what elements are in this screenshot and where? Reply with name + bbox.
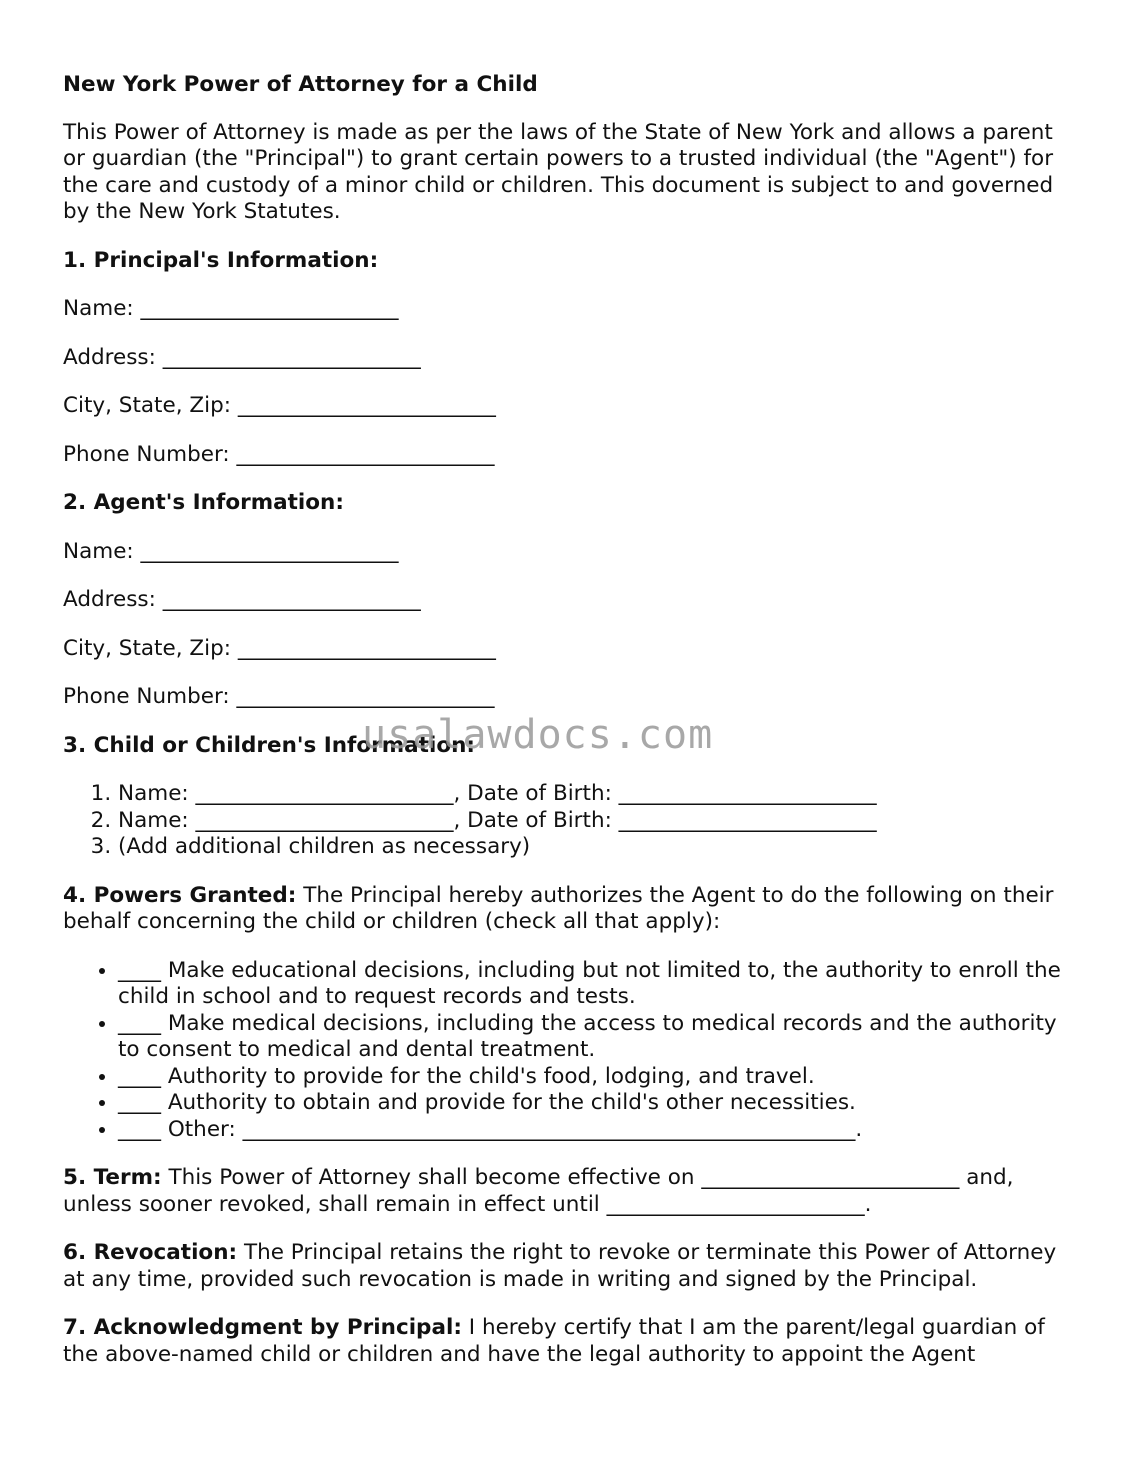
principal-heading: 1. Principal's Information:: [63, 247, 379, 273]
document-title: New York Power of Attorney for a Child: [63, 72, 538, 97]
child-item: 2. Name: ________________________, Date of Birth: ________________________: [118, 808, 1073, 835]
child-item: 1. Name: ________________________, Date of Birth: ________________________: [118, 781, 1073, 808]
power-item-educational: • ____ Make educational decisions, including but not limited to, the authority to enroll the child in school and to request records and tests.: [118, 958, 1073, 1011]
acknowledgment-paragraph: [63, 1315, 1073, 1368]
term-paragraph: [63, 1165, 1073, 1218]
principal-phone-field: Phone Number: ________________________: [63, 441, 495, 467]
revocation-text: The Principal retains the right to revoke or terminate this Power of Attorney at any time, provided such revocation is made in writing and signed by the Principal.: [63, 1240, 1057, 1292]
power-item-other: • ____ Other: _________________________________________________________.: [118, 1117, 1073, 1144]
principal-city-field: City, State, Zip: ________________________: [63, 393, 496, 418]
principal-address-field: Address: ________________________: [63, 344, 421, 370]
revocation-heading: 6. Revocation:: [63, 1240, 238, 1265]
powers-paragraph: [63, 883, 1073, 936]
agent-phone-field: Phone Number: ________________________: [63, 684, 495, 709]
term-heading: 5. Term:: [63, 1165, 162, 1190]
principal-name-field: Name: ________________________: [63, 296, 399, 321]
agent-address-field: Address: ________________________: [63, 587, 421, 612]
powers-list: [63, 958, 1073, 1144]
intro-paragraph: This Power of Attorney is made as per the laws of the State of New York and allows a parent or guardian (the "Principal") to grant certain powers to a trusted individual (the "Agent") for the care and custody of a minor child or children. This document is subject to and governed by the New York Statutes.: [63, 119, 1054, 224]
children-heading: 3. Child or Children's Information:: [63, 732, 476, 758]
term-text: This Power of Attorney shall become effective on ________________________ and, unless sooner revoked, shall remain in effect until ________________________.: [63, 1165, 1014, 1217]
child-item-note: 3. (Add additional children as necessary): [118, 834, 1073, 861]
agent-name-field: Name: ________________________: [63, 538, 399, 564]
powers-text: The Principal hereby authorizes the Agent to do the following on their behalf concerning the child or children (check all that apply):: [63, 882, 1054, 934]
agent-heading: 2. Agent's Information:: [63, 490, 344, 515]
watermark: usalawdocs.com: [362, 712, 714, 758]
agent-city-field: City, State, Zip: ________________________: [63, 635, 496, 661]
power-item-medical: • ____ Make medical decisions, including the access to medical records and the authority to consent to medical and dental treatment.: [118, 1011, 1073, 1064]
acknowledgment-heading: 7. Acknowledgment by Principal:: [63, 1315, 462, 1340]
power-item-food-lodging: • ____ Authority to provide for the child's food, lodging, and travel.: [118, 1064, 1073, 1091]
powers-heading: 4. Powers Granted:: [63, 882, 297, 908]
revocation-paragraph: [63, 1240, 1073, 1293]
acknowledgment-text: I hereby certify that I am the parent/legal guardian of the above-named child or children and have the legal authority to appoint the Agent: [63, 1315, 1045, 1367]
children-list: [63, 781, 1073, 861]
power-item-necessities: • ____ Authority to obtain and provide for the child's other necessities.: [118, 1090, 1073, 1117]
